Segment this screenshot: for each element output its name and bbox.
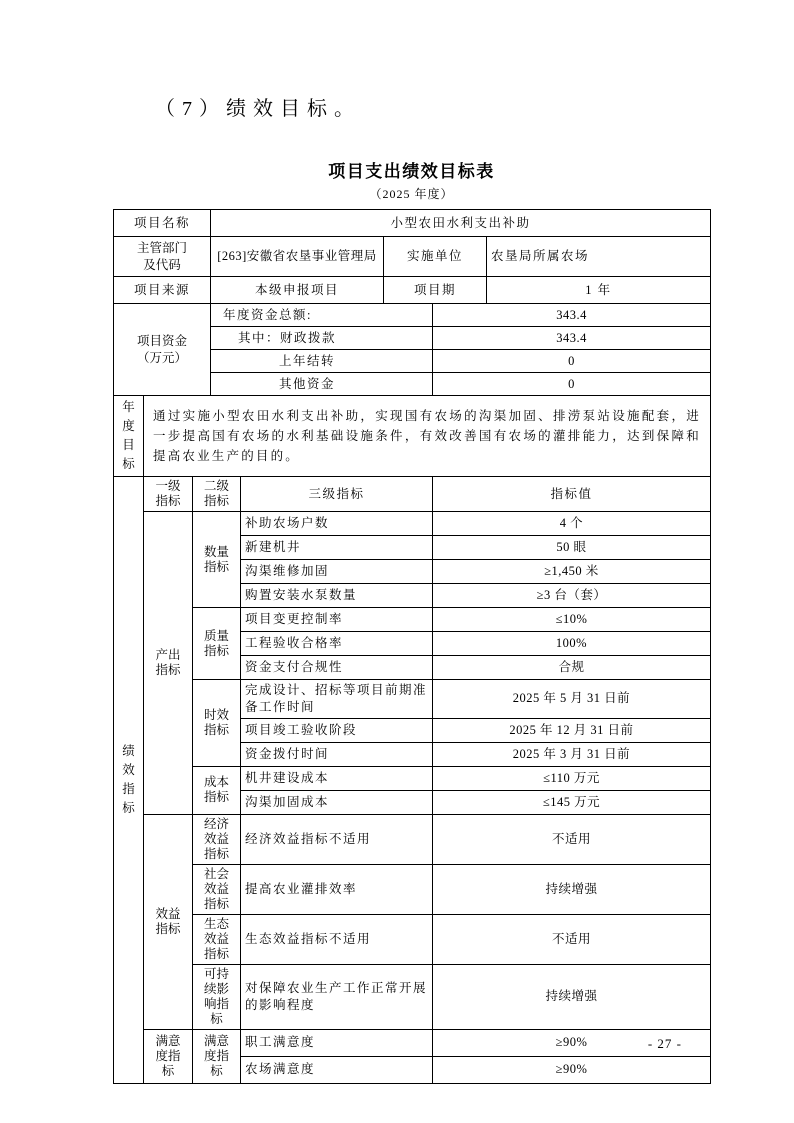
indicator-name: 资金支付合规性	[241, 656, 433, 680]
funding-item-value: 0	[433, 350, 711, 373]
indicator-row	[114, 512, 711, 536]
dept-value: [263]安徽省农垦事业管理局	[211, 237, 384, 277]
level2-ecological	[193, 914, 241, 964]
annual-goal-text: 通过实施小型农田水利支出补助，实现国有农场的沟渠加固、排涝泵站设施配套，进一步提高国有农场的水利基础设施条件，有效改善国有农场的灌排能力，达到保障和提高农业生产的目的。	[144, 396, 711, 477]
source-label: 项目来源	[114, 277, 211, 304]
level2-sustainability-text: 可持续影响指标	[203, 966, 229, 1026]
funding-item-value: 343.4	[433, 304, 711, 327]
indicator-row	[114, 680, 711, 719]
table-row	[114, 277, 711, 304]
period-label: 项目期	[384, 277, 487, 304]
indicator-value: 合规	[433, 656, 711, 680]
project-name-label: 项目名称	[114, 210, 211, 237]
indicator-name: 项目竣工验收阶段	[241, 718, 433, 742]
indicator-row	[114, 964, 711, 1029]
indicator-row	[114, 766, 711, 790]
level1-output	[144, 512, 193, 815]
level2-ecological-text: 生态效益指标	[203, 916, 229, 961]
header-value: 指标值	[433, 477, 711, 512]
indicator-row	[114, 864, 711, 914]
level2-satisfaction-text: 满意度指标	[203, 1033, 229, 1078]
level2-cost-text: 成本指标	[203, 775, 229, 805]
level2-timeliness-text: 时效指标	[203, 707, 229, 737]
table-subtitle: （2025 年度）	[369, 187, 454, 201]
level1-satisfaction-text: 满意度指标	[155, 1033, 181, 1078]
annual-goal-label-text: 年度目标	[122, 400, 135, 471]
funding-item-value: 0	[433, 373, 711, 396]
indicator-value: 2025 年 12 月 31 日前	[433, 718, 711, 742]
indicators-header-row	[114, 477, 711, 512]
indicator-value: ≤10%	[433, 608, 711, 632]
indicator-name: 购置安装水泵数量	[241, 584, 433, 608]
indicator-value: 持续增强	[433, 864, 711, 914]
page-number: - 27 -	[647, 1036, 682, 1051]
indicator-value: 100%	[433, 632, 711, 656]
indicator-value: 持续增强	[433, 964, 711, 1029]
funding-label	[114, 304, 211, 396]
indicators-side-label-text: 绩效指标	[122, 743, 135, 815]
indicator-name: 农场满意度	[241, 1056, 433, 1083]
funding-item-value: 343.4	[433, 327, 711, 350]
indicator-name: 机井建设成本	[241, 766, 433, 790]
funding-table	[113, 303, 711, 396]
indicator-name: 对保障农业生产工作正常开展的影响程度	[241, 964, 433, 1029]
level2-economic	[193, 814, 241, 864]
indicator-value: ≥3 台（套）	[433, 584, 711, 608]
level2-social-text: 社会效益指标	[203, 866, 229, 911]
indicator-value: 不适用	[433, 814, 711, 864]
funding-label-text: 项目资金（万元）	[136, 333, 187, 365]
indicator-value: 50 眼	[433, 536, 711, 560]
impl-unit-label: 实施单位	[384, 237, 487, 277]
annual-goal-label	[114, 396, 144, 477]
table-row	[114, 237, 711, 277]
impl-unit-value: 农垦局所属农场	[487, 237, 711, 277]
level2-cost	[193, 766, 241, 814]
indicator-value: 2025 年 5 月 31 日前	[433, 680, 711, 719]
annual-goal-table	[113, 395, 711, 477]
table-row	[114, 210, 711, 237]
level2-sustainability	[193, 964, 241, 1029]
level1-benefit-text: 效益指标	[155, 906, 181, 936]
indicator-name: 项目变更控制率	[241, 608, 433, 632]
indicator-name: 提高农业灌排效率	[241, 864, 433, 914]
indicators-side-label	[114, 477, 144, 1084]
indicators-table	[113, 476, 711, 1084]
table-title: 项目支出绩效目标表	[328, 162, 495, 181]
dept-label-text: 主管部门及代码	[136, 240, 187, 272]
indicator-value: 2025 年 3 月 31 日前	[433, 742, 711, 766]
level2-social	[193, 864, 241, 914]
project-name-value: 小型农田水利支出补助	[211, 210, 711, 237]
funding-item-label: 年度资金总额:	[211, 304, 433, 327]
indicator-name: 生态效益指标不适用	[241, 914, 433, 964]
indicator-value: 不适用	[433, 914, 711, 964]
level1-benefit	[144, 814, 193, 1029]
header-level3: 三级指标	[241, 477, 433, 512]
funding-item-label: 上年结转	[211, 350, 433, 373]
indicator-name: 完成设计、招标等项目前期准备工作时间	[241, 680, 433, 719]
indicator-value: ≤110 万元	[433, 766, 711, 790]
header-level2	[193, 477, 241, 512]
indicator-value: ≤145 万元	[433, 790, 711, 814]
source-value: 本级申报项目	[211, 277, 384, 304]
level1-output-text: 产出指标	[155, 647, 181, 677]
funding-item-label: 其中：财政拨款	[211, 327, 433, 350]
indicator-value: ≥90%	[433, 1029, 711, 1056]
indicator-row	[114, 814, 711, 864]
indicator-value: ≥1,450 米	[433, 560, 711, 584]
table-row	[114, 304, 711, 327]
indicator-name: 资金拨付时间	[241, 742, 433, 766]
indicator-name: 沟渠加固成本	[241, 790, 433, 814]
indicator-name: 沟渠维修加固	[241, 560, 433, 584]
period-value: 1 年	[487, 277, 711, 304]
table-row	[114, 396, 711, 477]
level2-quantity-text: 数量指标	[203, 544, 229, 574]
level2-quality-text: 质量指标	[203, 628, 229, 658]
indicator-value: 4 个	[433, 512, 711, 536]
section-heading: （7）绩效目标。	[155, 98, 361, 120]
header-level1-text: 一级指标	[155, 479, 181, 508]
indicator-name: 工程验收合格率	[241, 632, 433, 656]
indicator-row	[114, 608, 711, 632]
level2-economic-text: 经济效益指标	[203, 816, 229, 861]
header-level1	[144, 477, 193, 512]
level2-timeliness	[193, 680, 241, 767]
indicator-value: ≥90%	[433, 1056, 711, 1083]
document-content	[113, 0, 710, 1084]
project-info-table	[113, 209, 711, 304]
dept-label	[114, 237, 211, 277]
indicator-name: 新建机井	[241, 536, 433, 560]
indicator-name: 补助农场户数	[241, 512, 433, 536]
level2-quantity	[193, 512, 241, 608]
level2-quality	[193, 608, 241, 680]
header-level2-text: 二级指标	[203, 479, 229, 508]
indicator-name: 职工满意度	[241, 1029, 433, 1056]
indicator-row	[114, 914, 711, 964]
funding-item-label: 其他资金	[211, 373, 433, 396]
indicator-name: 经济效益指标不适用	[241, 814, 433, 864]
